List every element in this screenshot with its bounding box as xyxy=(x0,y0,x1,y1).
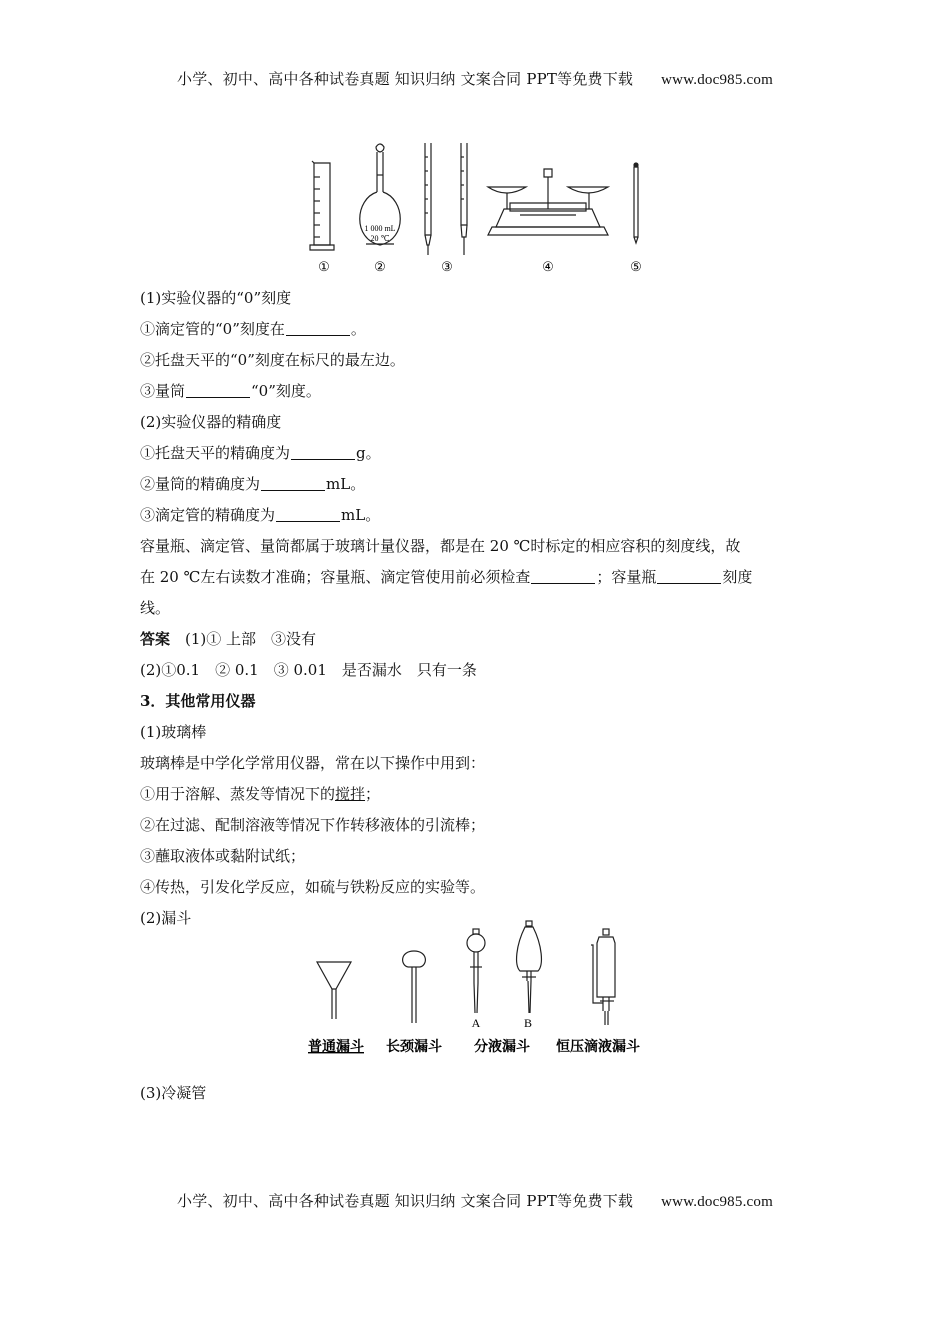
page-header xyxy=(0,68,950,89)
glass-rod-use3: ③蘸取液体或黏附试纸； xyxy=(140,847,306,865)
answer-line1: 答案 (1)① 上部 ③没有 xyxy=(140,630,317,648)
instruments-figure xyxy=(300,137,660,279)
glass-rod-use2: ②在过滤、配制溶液等情况下作转移液体的引流棒； xyxy=(140,816,486,834)
glass-rod-use1: ①用于溶解、蒸发等情况下的搅拌； xyxy=(140,785,381,803)
burette-precision-line: ③滴定管的精确度为 mL。 xyxy=(140,506,381,524)
common-funnel-icon xyxy=(317,962,351,1019)
figure-label-1: ① xyxy=(318,259,330,274)
answer-line2: (2)①0.1 ② 0.1 ③ 0.01 是否漏水 只有一条 xyxy=(140,661,477,679)
thermometer-icon xyxy=(634,163,638,243)
precision-heading: (2)实验仪器的精确度 xyxy=(140,413,282,431)
figure-label-5: ⑤ xyxy=(630,259,642,274)
condenser-heading: (3)冷凝管 xyxy=(140,1084,207,1102)
balance-precision-line: ①托盘天平的精确度为 g。 xyxy=(140,444,381,462)
pear-separatory-funnel-icon xyxy=(517,921,542,1013)
caption-long-neck-funnel: 长颈漏斗 xyxy=(386,1039,442,1055)
answer-blank xyxy=(657,568,721,584)
ball-separatory-funnel-icon xyxy=(467,929,485,1013)
glassware-paragraph-line1: 容量瓶、滴定管、量筒都属于玻璃计量仪器，都是在 20 ℃时标定的相应容积的刻度线，故 xyxy=(140,537,741,555)
cylinder-precision-line: ②量筒的精确度为 mL。 xyxy=(140,475,366,493)
cylinder-zero-line: ③量筒 “0”刻度。 xyxy=(140,382,321,400)
answer-blank xyxy=(531,568,595,584)
long-neck-funnel-icon xyxy=(403,951,426,1023)
burette-zero-line: ①滴定管的“0”刻度在 。 xyxy=(140,320,366,338)
answer-label: 答案 xyxy=(140,630,171,648)
section3-heading: 3．其他常用仪器 xyxy=(140,692,256,710)
page-footer xyxy=(0,1190,950,1211)
footer-site: www.doc985.com xyxy=(661,1194,773,1210)
answer-blank xyxy=(291,444,355,460)
funnels-figure xyxy=(300,915,660,1060)
funnel-heading: (2)漏斗 xyxy=(140,909,192,927)
answer-blank xyxy=(276,506,340,522)
caption-common-funnel: 普通漏斗 xyxy=(308,1039,364,1055)
answer-blank xyxy=(286,320,350,336)
figure-label-2: ② xyxy=(374,259,386,274)
balance-zero-line: ②托盘天平的“0”刻度在标尺的最左边。 xyxy=(140,351,405,369)
pressure-equalizing-funnel-icon xyxy=(591,929,615,1025)
header-site: www.doc985.com xyxy=(661,72,773,88)
flask-label-temp: 20 ℃ xyxy=(370,234,390,243)
acid-burette-icon xyxy=(425,143,431,255)
flask-label-volume: 1 000 mL xyxy=(364,224,396,233)
caption-pressure-funnel: 恒压滴液漏斗 xyxy=(556,1039,640,1055)
glassware-paragraph-line2: 在 20 ℃左右读数才准确；容量瓶、滴定管使用前必须检查 ；容量瓶 刻度 xyxy=(140,568,753,586)
graduated-cylinder-icon xyxy=(310,161,334,250)
balance-scale-icon xyxy=(488,169,608,235)
funnel-letter-a: A xyxy=(471,1016,481,1030)
zero-mark-heading: (1)实验仪器的“0”刻度 xyxy=(140,289,292,307)
glass-rod-use4: ④传热，引发化学反应，如硫与铁粉反应的实验等。 xyxy=(140,878,486,896)
caption-separatory-funnel: 分液漏斗 xyxy=(474,1039,530,1055)
figure-label-3: ③ xyxy=(441,259,453,274)
header-text: 小学、初中、高中各种试卷真题 知识归纳 文案合同 PPT等免费下载 xyxy=(177,70,634,88)
footer-text: 小学、初中、高中各种试卷真题 知识归纳 文案合同 PPT等免费下载 xyxy=(177,1192,634,1210)
base-burette-icon xyxy=(461,143,467,255)
funnel-letter-b: B xyxy=(523,1016,533,1030)
figure-label-4: ④ xyxy=(542,259,554,274)
glassware-paragraph-line3: 线。 xyxy=(140,599,171,617)
answer-blank xyxy=(186,382,250,398)
answer-blank xyxy=(261,475,325,491)
glass-rod-heading: (1)玻璃棒 xyxy=(140,723,207,741)
glass-rod-desc: 玻璃棒是中学化学常用仪器，常在以下操作中用到： xyxy=(140,754,486,772)
